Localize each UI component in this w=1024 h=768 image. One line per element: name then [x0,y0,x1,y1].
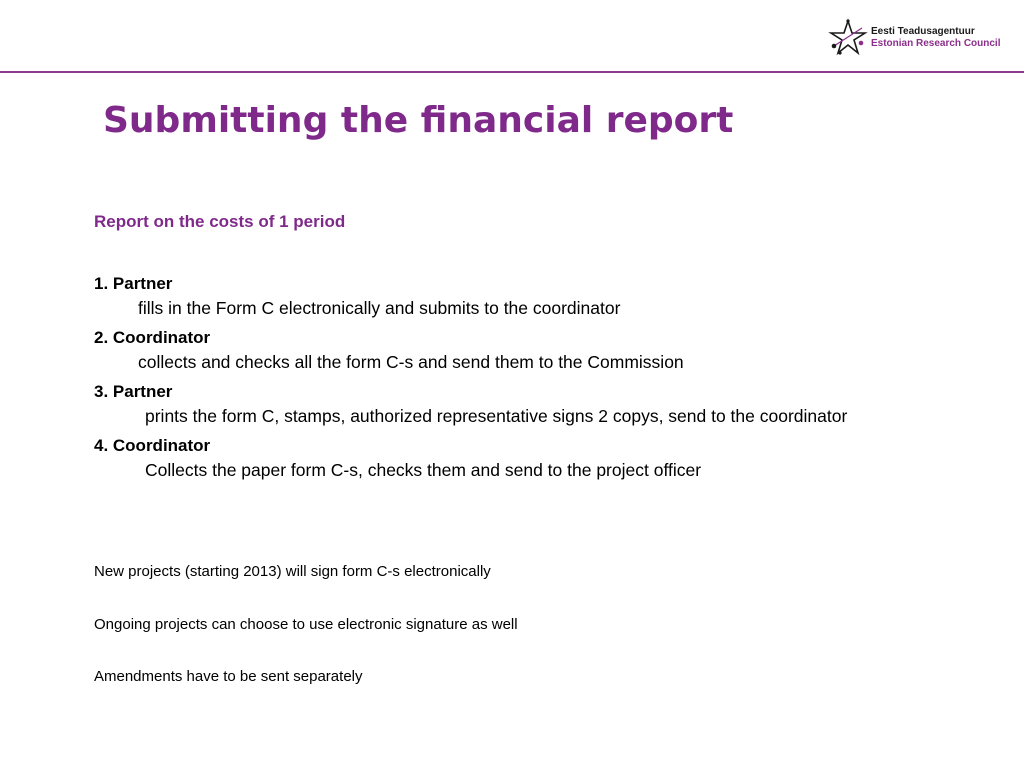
step-description [94,458,874,482]
estonian-research-council-logo [828,16,1018,60]
slide-title: Submitting the financial report [103,100,734,141]
note-amendments: Amendments have to be sent separately [94,668,363,685]
step-description: collects and checks all the form C-s and send them to the Commission [138,352,684,372]
step-heading: 2. Coordinator [94,328,211,347]
note-ongoing-projects: Ongoing projects can choose to use electronic signature as well [94,616,518,633]
step-description-text: Collects the paper form C-s, checks them and send to the project officer [145,460,702,480]
logo-text-estonian: Eesti Teadusagentuur [871,26,975,37]
step-heading: 1. Partner [94,274,173,293]
star-constellation-icon [828,18,868,58]
process-steps [94,272,874,488]
header-divider [0,71,1024,73]
step-heading: 3. Partner [94,382,173,401]
step-description: fills in the Form C electronically and submits to the coordinator [138,298,621,318]
logo-text-english: Estonian Research Council [871,38,1001,49]
step-description-text: prints the form C, stamps, authorized representative signs 2 copys, send to the coordinator [145,406,848,426]
step-description [94,404,874,428]
slide-subheading: Report on the costs of 1 period [94,212,346,231]
step-heading: 4. Coordinator [94,436,211,455]
note-new-projects: New projects (starting 2013) will sign form C-s electronically [94,563,491,580]
